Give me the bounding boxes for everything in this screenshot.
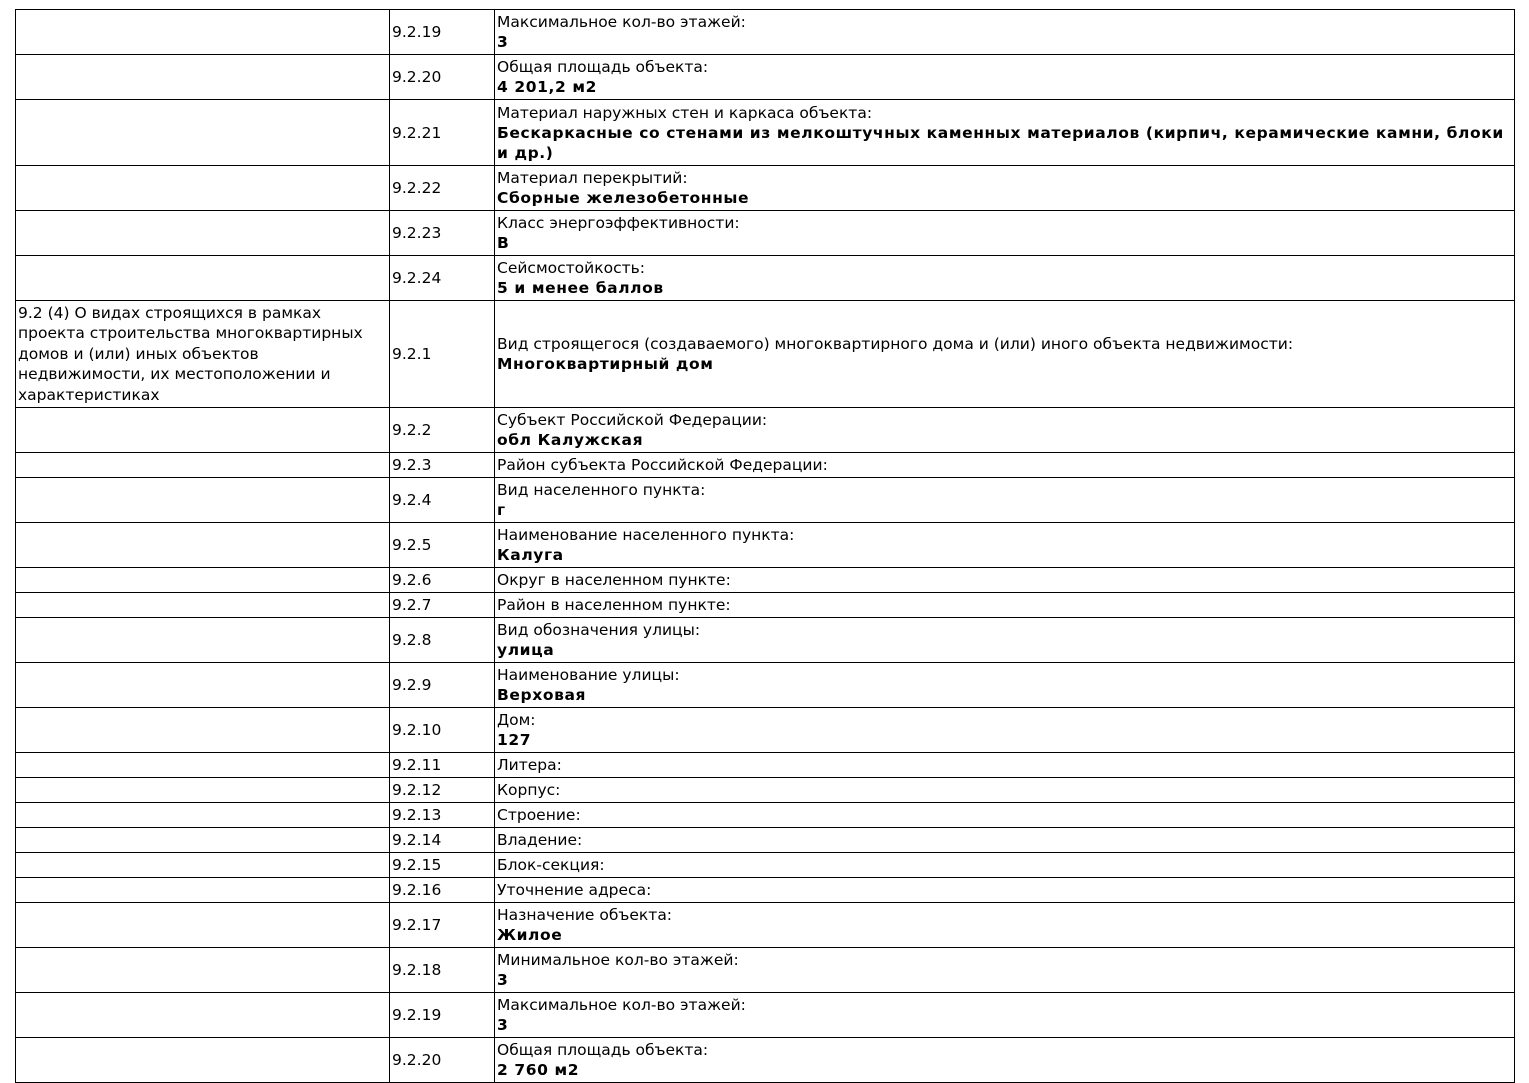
item-value: 3 (497, 33, 509, 51)
item-number: 9.2.7 (390, 593, 495, 618)
section-cell (16, 211, 390, 256)
item-label: Наименование улицы: (497, 666, 680, 684)
section-cell (16, 903, 390, 948)
item-content (495, 618, 1515, 663)
section-cell (16, 478, 390, 523)
section-cell (16, 878, 390, 903)
item-number: 9.2.8 (390, 618, 495, 663)
item-content (495, 853, 1515, 878)
section-cell (16, 753, 390, 778)
section-cell (16, 100, 390, 166)
table-row (16, 568, 1515, 593)
table-row (16, 663, 1515, 708)
table-row (16, 256, 1515, 301)
item-number: 9.2.13 (390, 803, 495, 828)
item-number: 9.2.2 (390, 408, 495, 453)
table-body (16, 10, 1515, 1083)
item-content (495, 301, 1515, 408)
section-cell (16, 828, 390, 853)
item-label: Строение: (497, 806, 581, 824)
item-number: 9.2.9 (390, 663, 495, 708)
item-value: 4 201,2 м2 (497, 78, 598, 96)
item-content (495, 993, 1515, 1038)
table-row (16, 803, 1515, 828)
item-label: Корпус: (497, 781, 561, 799)
item-content (495, 948, 1515, 993)
item-label: Вид строящегося (создаваемого) многоквартирного дома и (или) иного объекта недвижимости: (497, 335, 1294, 353)
table-row (16, 753, 1515, 778)
item-label: Блок-секция: (497, 856, 605, 874)
section-cell (16, 618, 390, 663)
item-value: обл Калужская (497, 431, 644, 449)
table-row (16, 408, 1515, 453)
item-value: 127 (497, 731, 532, 749)
item-content (495, 753, 1515, 778)
item-label: Район субъекта Российской Федерации: (497, 456, 828, 474)
item-content (495, 568, 1515, 593)
item-value: 3 (497, 971, 509, 989)
item-number: 9.2.5 (390, 523, 495, 568)
item-content (495, 55, 1515, 100)
item-number: 9.2.12 (390, 778, 495, 803)
section-cell (16, 55, 390, 100)
table-row (16, 828, 1515, 853)
table-row (16, 993, 1515, 1038)
item-label: Материал перекрытий: (497, 169, 688, 187)
item-number: 9.2.14 (390, 828, 495, 853)
item-label: Минимальное кол-во этажей: (497, 951, 739, 969)
section-cell (16, 948, 390, 993)
item-number: 9.2.20 (390, 55, 495, 100)
item-value: Сборные железобетонные (497, 189, 750, 207)
item-label: Дом: (497, 711, 536, 729)
item-content (495, 708, 1515, 753)
item-number: 9.2.16 (390, 878, 495, 903)
section-cell (16, 166, 390, 211)
table-row (16, 166, 1515, 211)
item-label: Максимальное кол-во этажей: (497, 996, 746, 1014)
section-cell: 9.2 (4) О видах строящихся в рамках проекта строительства многоквартирных домов и (или) иных объектов недвижимости, их местоположении и характеристиках (16, 301, 390, 408)
item-number: 9.2.20 (390, 1038, 495, 1083)
item-content (495, 803, 1515, 828)
item-content (495, 828, 1515, 853)
item-number: 9.2.24 (390, 256, 495, 301)
table-row (16, 853, 1515, 878)
item-content (495, 523, 1515, 568)
item-value: 5 и менее баллов (497, 279, 664, 297)
item-content (495, 100, 1515, 166)
item-label: Сейсмостойкость: (497, 259, 645, 277)
item-content (495, 408, 1515, 453)
section-cell (16, 853, 390, 878)
item-number: 9.2.21 (390, 100, 495, 166)
item-label: Назначение объекта: (497, 906, 673, 924)
item-content (495, 663, 1515, 708)
item-content (495, 256, 1515, 301)
table-row (16, 100, 1515, 166)
section-cell (16, 593, 390, 618)
section-cell (16, 778, 390, 803)
item-value: улица (497, 641, 555, 659)
item-number: 9.2.15 (390, 853, 495, 878)
item-value: Многоквартирный дом (497, 355, 714, 373)
item-number: 9.2.17 (390, 903, 495, 948)
section-cell (16, 453, 390, 478)
item-number: 9.2.1 (390, 301, 495, 408)
item-number: 9.2.23 (390, 211, 495, 256)
table-row (16, 478, 1515, 523)
item-content (495, 1038, 1515, 1083)
section-cell (16, 523, 390, 568)
table-row (16, 301, 1515, 408)
item-number: 9.2.19 (390, 10, 495, 55)
item-content (495, 166, 1515, 211)
section-cell (16, 568, 390, 593)
item-number: 9.2.19 (390, 993, 495, 1038)
item-label: Владение: (497, 831, 583, 849)
item-content (495, 878, 1515, 903)
item-label: Общая площадь объекта: (497, 1041, 709, 1059)
table-row (16, 593, 1515, 618)
declaration-table (15, 9, 1515, 1083)
item-content (495, 211, 1515, 256)
table-row (16, 778, 1515, 803)
item-label: Округ в населенном пункте: (497, 571, 731, 589)
table-row (16, 1038, 1515, 1083)
section-cell (16, 256, 390, 301)
item-label: Максимальное кол-во этажей: (497, 13, 746, 31)
item-label: Субъект Российской Федерации: (497, 411, 768, 429)
item-number: 9.2.22 (390, 166, 495, 211)
item-number: 9.2.3 (390, 453, 495, 478)
item-value: Верховая (497, 686, 587, 704)
section-cell (16, 993, 390, 1038)
item-number: 9.2.10 (390, 708, 495, 753)
table-row (16, 453, 1515, 478)
section-cell (16, 708, 390, 753)
item-label: Материал наружных стен и каркаса объекта: (497, 103, 873, 122)
table-row (16, 618, 1515, 663)
item-value: 2 760 м2 (497, 1061, 580, 1079)
item-value: Жилое (497, 926, 563, 944)
table-row (16, 878, 1515, 903)
item-label: Район в населенном пункте: (497, 596, 731, 614)
table-row (16, 708, 1515, 753)
item-label: Вид обозначения улицы: (497, 621, 701, 639)
item-number: 9.2.6 (390, 568, 495, 593)
item-value: 3 (497, 1016, 509, 1034)
section-cell (16, 1038, 390, 1083)
item-content (495, 903, 1515, 948)
item-number: 9.2.11 (390, 753, 495, 778)
table-row (16, 10, 1515, 55)
table-row (16, 903, 1515, 948)
item-value: В (497, 234, 510, 252)
item-number: 9.2.18 (390, 948, 495, 993)
table-row (16, 211, 1515, 256)
section-cell (16, 663, 390, 708)
item-value: Калуга (497, 546, 564, 564)
section-cell (16, 10, 390, 55)
item-label: Вид населенного пункта: (497, 481, 706, 499)
table-row (16, 55, 1515, 100)
item-label: Наименование населенного пункта: (497, 526, 795, 544)
item-content (495, 10, 1515, 55)
item-content (495, 453, 1515, 478)
item-content (495, 778, 1515, 803)
item-content (495, 478, 1515, 523)
item-label: Литера: (497, 756, 562, 774)
item-number: 9.2.4 (390, 478, 495, 523)
item-label: Общая площадь объекта: (497, 58, 709, 76)
item-value: г (497, 501, 506, 519)
table-row (16, 948, 1515, 993)
item-content (495, 593, 1515, 618)
item-label: Уточнение адреса: (497, 881, 652, 899)
item-value: Бескаркасные со стенами из мелкоштучных каменных материалов (кирпич, керамические камни, блоки и др.) (497, 123, 1504, 162)
item-label: Класс энергоэффективности: (497, 214, 740, 232)
table-row (16, 523, 1515, 568)
section-cell (16, 803, 390, 828)
section-cell (16, 408, 390, 453)
